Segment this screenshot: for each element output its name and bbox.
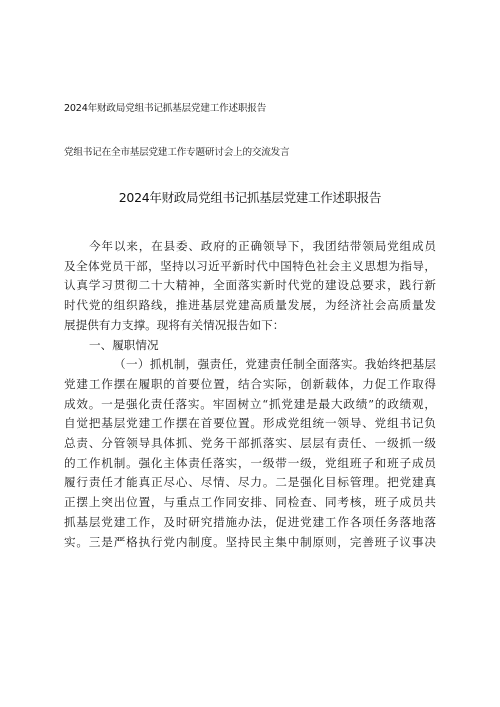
header-line-2: 党组书记在全市基层党建工作专题研讨会上的交流发言	[64, 147, 290, 158]
body-line: 时代党的组织路线，推进基层党建高质量发展，为经济社会高质量发	[64, 298, 436, 313]
header-line-1: 2024年财政局党组书记抓基层党建工作述职报告	[64, 103, 267, 114]
body-line: 成效。一是强化责任落实。牢固树立“抓党建是最大政绩”的政绩观，	[64, 396, 436, 411]
body-line: 总责、分管领导具体抓、党务干部抓落实、层层有责任、一级抓一级	[64, 436, 436, 451]
document-title: 2024年财政局党组书记抓基层党建工作述职报告	[118, 190, 382, 205]
body-line: （一）抓机制，强责任，党建责任制全面落实。我始终把基层	[114, 357, 436, 372]
body-line: 党建工作摆在履职的首要位置，结合实际，创新载体，力促工作取得	[64, 376, 436, 391]
body-line: 实。三是严格执行党内制度。坚持民主集中制原则，完善班子议事决	[64, 534, 436, 549]
section-heading: 一、履职情况	[89, 337, 159, 352]
body-line: 的工作机制。强化主体责任落实，一级带一级，党组班子和班子成员	[64, 455, 436, 470]
body-line: 履行责任才能真正尽心、尽情、尽力。二是强化目标管理。把党建真	[64, 475, 436, 490]
body-line: 今年以来，在县委、政府的正确领导下，我团结带领局党组成员	[89, 239, 436, 253]
body-line: 正摆上突出位置，与重点工作同安排、同检查、同考核，班子成员共	[64, 495, 436, 510]
document-body	[64, 237, 436, 552]
body-line: 展提供有力支撑。现将有关情况报告如下：	[64, 317, 285, 332]
body-line: 及全体党员干部，坚持以习近平新时代中国特色社会主义思想为指导，	[64, 258, 436, 273]
body-line: 认真学习贯彻二十大精神，全面落实新时代党的建设总要求，践行新	[64, 278, 436, 293]
body-line: 抓基层党建工作，及时研究措施办法，促进党建工作各项任务落地落	[64, 514, 436, 529]
body-line: 自觉把基层党建工作摆在首要位置。形成党组统一领导、党组书记负	[64, 416, 436, 431]
